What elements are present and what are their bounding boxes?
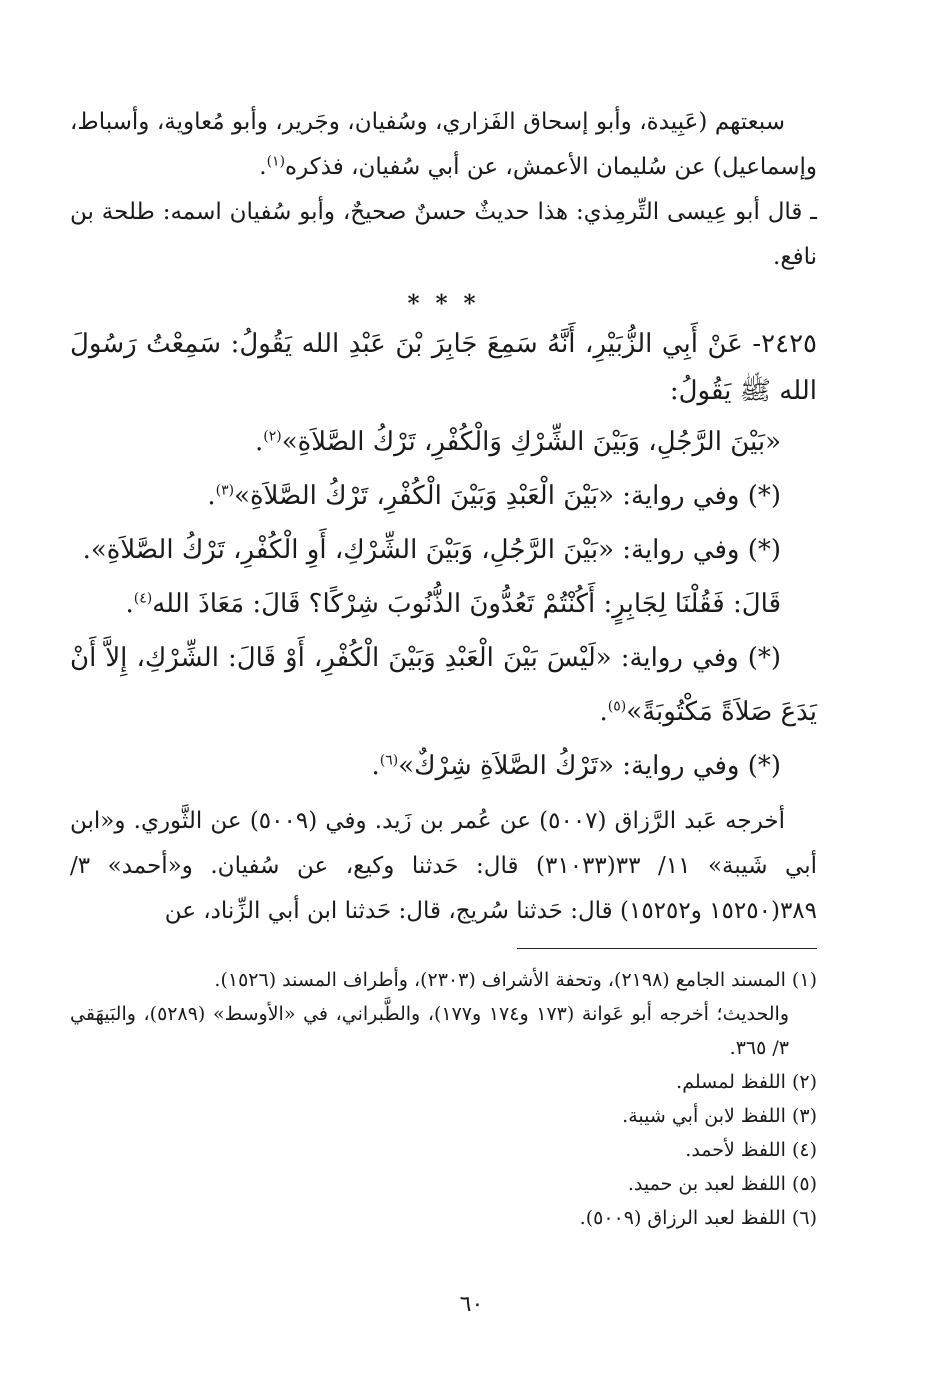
riwaya-2: (*) وفي رواية: «بَيْنَ الرَّجُلِ، وَبَيْنَ الشِّرْكِ، أَوِ الْكُفْرِ، تَرْكُ الصَّلاَةِ». — [82, 535, 781, 565]
jabir-question: قَالَ: فَقُلْنَا لِجَابِرٍ: أَكُنْتُمْ تَعُدُّونَ الذُّنُوبَ شِرْكًا؟ قَالَ: مَعَاذَ الله$^{(٤)}$. — [125, 589, 781, 619]
hadith-main-matn: «بَيْنَ الرَّجُلِ، وَبَيْنَ الشِّرْكِ وَالْكُفْرِ، تَرْكُ الصَّلاَةِ» — [281, 427, 781, 457]
section-separator: * * * — [407, 290, 480, 317]
footnote-4: (٤) اللفظ لأحمد. — [685, 1139, 817, 1161]
footnote-ref-2[interactable]: (٢) — [263, 428, 282, 445]
intro-text: سبعتهم (عَبِيدة، وأبو إسحاق الفَزاري، وسُفيان، وجَرير، وأبو مُعاوية، وأسباط، وإسماعيل) عن سُليمان الأعمش، عن أبي سُفيان، فذكره — [70, 109, 817, 180]
jabir-question-text: قَالَ: فَقُلْنَا لِجَابِرٍ: أَكُنْتُمْ تَعُدُّونَ الذُّنُوبَ شِرْكًا؟ قَالَ: مَعَاذَ الله — [152, 589, 781, 619]
footnote-6: (٦) اللفظ لعبد الرزاق (٥٠٠٩). — [579, 1207, 817, 1229]
footnote-divider — [517, 948, 817, 949]
footnote-ref-4[interactable]: (٤) — [133, 590, 153, 607]
footnote-ref-3[interactable]: (٣) — [215, 482, 235, 499]
page-number: ٦٠ — [459, 1292, 484, 1317]
riwaya-4-text: (*) وفي رواية: «تَرْكُ الصَّلاَةِ شِرْكٌ» — [398, 751, 781, 781]
footnote-1: (١) المسند الجامع (٢١٩٨)، وتحفة الأشراف (٢٣٠٣)، وأطراف المسند (١٥٢٦). — [214, 969, 817, 991]
footnote-ref-1[interactable]: (١) — [266, 153, 286, 170]
footnote-2: (٢) اللفظ لمسلم. — [676, 1071, 817, 1093]
riwaya-3-text: (*) وفي رواية: «لَيْسَ بَيْنَ الْعَبْدِ وَبَيْنَ الْكُفْرِ، أَوْ قَالَ: الشِّرْكِ، إِلاَّ أَنْ يَدَعَ صَلاَةً مَكْتُوبَةً» — [70, 643, 817, 727]
page-body — [70, 100, 817, 1235]
footnote-ref-6[interactable]: (٦) — [379, 752, 399, 769]
riwaya-1: (*) وفي رواية: «بَيْنَ الْعَبْدِ وَبَيْنَ الْكُفْرِ، تَرْكُ الصَّلاَةِ»$^{(٣)}$. — [207, 481, 781, 511]
footnote-5: (٥) اللفظ لعبد بن حميد. — [627, 1173, 817, 1195]
takhrij-paragraph: أخرجه عَبد الرَّزاق (٥٠٠٧) عن عُمر بن زَيد. وفي (٥٠٠٩) عن الثَّوري. و«ابن أبي شَيبة» ١١/ ٣٣(٣١٠٣٣) قال: حَدثنا وكيع، عن سُفيان. و«أحمد» ٣/ ٣٨٩(١٥٢٥٠ و١٥٢٥٢) قال: حَدثنا سُريج، قال: حَدثنا ابن أبي الزِّناد، عن — [70, 808, 818, 924]
tirmidhi-comment: ـ قال أبو عِيسى التِّرمِذي: هذا حديثٌ حسنٌ صحيحٌ، وأبو سُفيان اسمه: طلحة بن نافع. — [70, 199, 817, 270]
footnote-1-continuation: والحديث؛ أخرجه أبو عَوانة (١٧٣ و١٧٤ و١٧٧)، والطَّبراني، في «الأوسط» (٥٢٨٩)، والبَيهَقي ٣/ ٣٦٥. — [70, 1003, 790, 1059]
riwaya-1-text: (*) وفي رواية: «بَيْنَ الْعَبْدِ وَبَيْنَ الْكُفْرِ، تَرْكُ الصَّلاَةِ» — [234, 481, 781, 511]
intro-paragraph: سبعتهم (عَبِيدة، وأبو إسحاق الفَزاري، وسُفيان، وجَرير، وأبو مُعاوية، وأسباط، وإسماعيل) عن سُليمان الأعمش، عن أبي سُفيان، فذكره$^{(١)}$. — [70, 109, 817, 180]
footnote-ref-5[interactable]: (٥) — [607, 698, 627, 715]
footnote-3: (٣) اللفظ لابن أبي شيبة. — [622, 1105, 817, 1127]
hadith-isnad: ٢٤٢٥- عَنْ أَبِي الزُّبَيْرِ، أَنَّهُ سَمِعَ جَابِرَ بْنَ عَبْدِ الله يَقُولُ: سَمِعْتُ رَسُولَ الله ﷺ يَقُولُ: — [70, 329, 817, 406]
riwaya-3: (*) وفي رواية: «لَيْسَ بَيْنَ الْعَبْدِ وَبَيْنَ الْكُفْرِ، أَوْ قَالَ: الشِّرْكِ، إِلاَّ أَنْ يَدَعَ صَلاَةً مَكْتُوبَةً»$^{(٥)}$. — [70, 643, 817, 727]
riwaya-4: (*) وفي رواية: «تَرْكُ الصَّلاَةِ شِرْكٌ»$^{(٦)}$. — [371, 751, 781, 781]
hadith-main-text: «بَيْنَ الرَّجُلِ، وَبَيْنَ الشِّرْكِ وَالْكُفْرِ، تَرْكُ الصَّلاَةِ»$^{(٢)}$. — [255, 427, 781, 457]
